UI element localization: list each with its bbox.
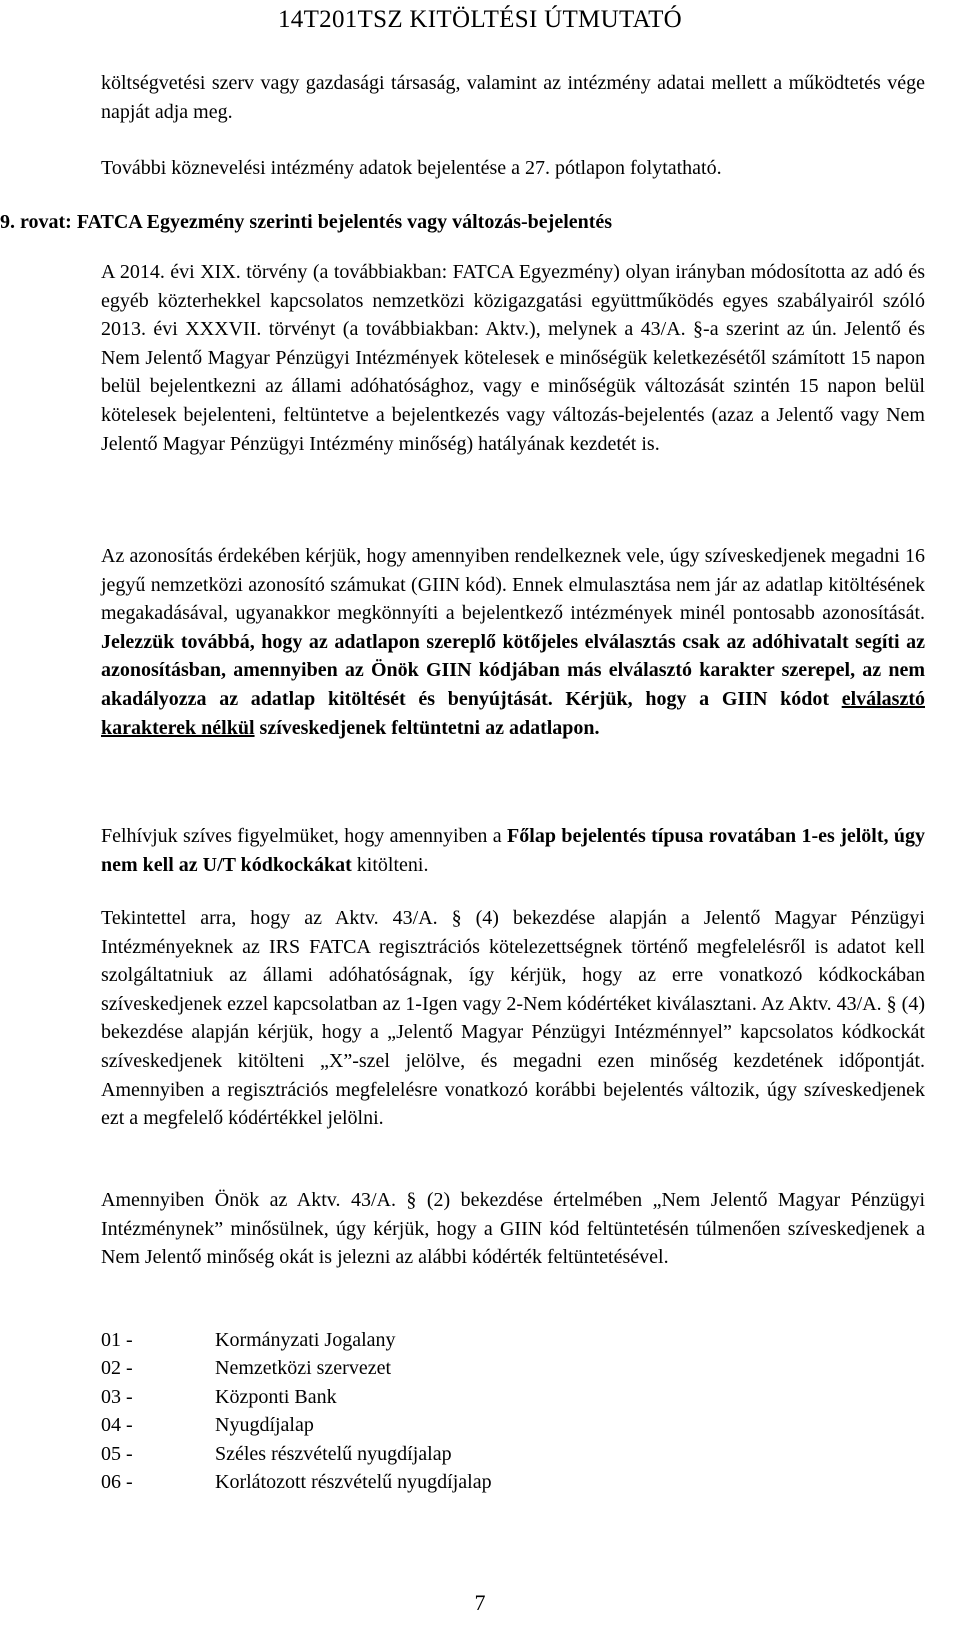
code-label: Nemzetközi szervezet: [215, 1357, 392, 1380]
page-number: 7: [474, 1590, 486, 1615]
giin-underlined-emphasis: elválasztó karakterek nélkül: [101, 687, 925, 739]
code-number: 01 -: [101, 1329, 133, 1351]
code-list: [101, 1326, 492, 1496]
code-number: 06 -: [101, 1470, 133, 1493]
code-number: 05 -: [101, 1442, 133, 1465]
paragraph-irs-registration: Tekintettel arra, hogy az Aktv. 43/A. § (4) bekezdése alapján a Jelentő Magyar Pénzügyi Intézményeknek az IRS FATCA regisztrációs kötelezettségnek történő megfelelésről is adatot kell szolgáltatniuk az állami adóhatóságnak, így kérjük, hogy az erre vonatkozó kódkockában szíveskedjenek ezzel kapcsolatban az 1-Igen vagy 2-Nem kódértéket kiválasztani. Az Aktv. 43/A. § (4) bekezdése alapján kérjük, hogy a „Jelentő Magyar Pénzügyi Intézménnyel” kapcsolatos kódkockát szíveskedjenek kitölteni „X”-szel jelölve, és megadni ezen minőség kezdetének időpontját. Amennyiben a regisztrációs megfelelésre vonatkozó korábbi bejelentés változik, úgy szíveskedjenek ezt a megfelelő kódértékkel jelölni.: [101, 907, 925, 1130]
main-form-note-end: kitölteni.: [356, 853, 429, 876]
code-row: [101, 1383, 492, 1411]
main-form-note-bold: Főlap bejelentés típusa rovatában 1-es jelölt, úgy nem kell az U/T kódkockákat: [101, 825, 926, 876]
code-label: Központi Bank: [215, 1385, 337, 1408]
code-row: [101, 1468, 492, 1496]
code-row: [101, 1411, 492, 1439]
code-row: [101, 1440, 492, 1468]
paragraph-fatca-law: A 2014. évi XIX. törvény (a továbbiakban: FATCA Egyezmény) olyan irányban módosította az adó és egyéb közterhekkel kapcsolatos nemzetközi közigazgatási együttműködés egyes szabályairól szóló 2013. évi XXXVII. törvényt (a továbbiakban: Aktv.), melynek a 43/A. §-a szerint az ún. Jelentő és Nem Jelentő Magyar Pénzügyi Intézmények kötelesek e minőségük keletkezésétől számított 15 napon belül bejelentkezni az állami adóhatósághoz, vagy e minőségük változását szintén 15 napon belül kötelesek bejelenteni, feltüntetve a bejelentkezés vagy változás-bejelentés (azaz a Jelentő vagy Nem Jelentő Magyar Pénzügyi Intézmény minőség) hatályának kezdetét is.: [101, 261, 925, 455]
paragraph-main-form-note: [101, 822, 925, 879]
paragraph-giin: [101, 542, 925, 742]
code-label: Széles részvételű nyugdíjalap: [215, 1442, 452, 1465]
giin-bold-closing: szíveskedjenek feltüntetni az adatlapon.: [259, 716, 600, 739]
giin-bold-notice: Jelezzük továbbá, hogy az adatlapon szereplő kötőjeles elválasztás csak az adóhivatalt segíti az azonosításban, amennyiben az Önök GIIN kódjában más elválasztó karakter szerepel, az nem akadályozza az adatlap kitöltését és benyújtását. Kérjük, hogy a GIIN kódot: [101, 630, 925, 710]
code-number: 02 -: [101, 1357, 133, 1380]
paragraph-operation-end: költségvetési szerv vagy gazdasági társaság, valamint az intézmény adatai mellett a működtetés vége napját adja meg.: [101, 72, 925, 123]
giin-intro-text: Az azonosítás érdekében kérjük, hogy amennyiben rendelkeznek vele, úgy szíveskedjenek megadni 16 jegyű nemzetközi azonosító számukat (GIIN kód). Ennek elmulasztása nem jár az adatlap kitöltésének megakadásával, ugyanakkor megkönnyíti a bejelentkező intézmények minél pontosabb azonosítását.: [101, 545, 925, 625]
code-row: [101, 1326, 492, 1354]
code-label: Nyugdíjalap: [215, 1414, 314, 1437]
section-heading: 9. rovat: FATCA Egyezmény szerinti bejelentés vagy változás-bejelentés: [0, 211, 613, 233]
page-header-title: 14T201TSZ KITÖLTÉSI ÚTMUTATÓ: [277, 6, 683, 33]
code-number: 03 -: [101, 1385, 133, 1408]
main-form-note-intro: Felhívjuk szíves figyelmüket, hogy amennyiben a: [101, 825, 502, 847]
code-number: 04 -: [101, 1414, 133, 1437]
paragraph-continuation-note: További köznevelési intézmény adatok bejelentése a 27. pótlapon folytatható.: [101, 157, 722, 179]
code-row: [101, 1354, 492, 1382]
paragraph-non-reporting: Amennyiben Önök az Aktv. 43/A. § (2) bekezdése értelmében „Nem Jelentő Magyar Pénzügyi Intézménynek” minősülnek, úgy kérjük, hogy a GIIN kód feltüntetésén túlmenően szíveskedjenek a Nem Jelentő minőség okát is jelezni az alábbi kódérték feltüntetésével.: [101, 1189, 925, 1269]
code-label: Kormányzati Jogalany: [215, 1329, 396, 1351]
code-label: Korlátozott részvételű nyugdíjalap: [215, 1470, 492, 1493]
